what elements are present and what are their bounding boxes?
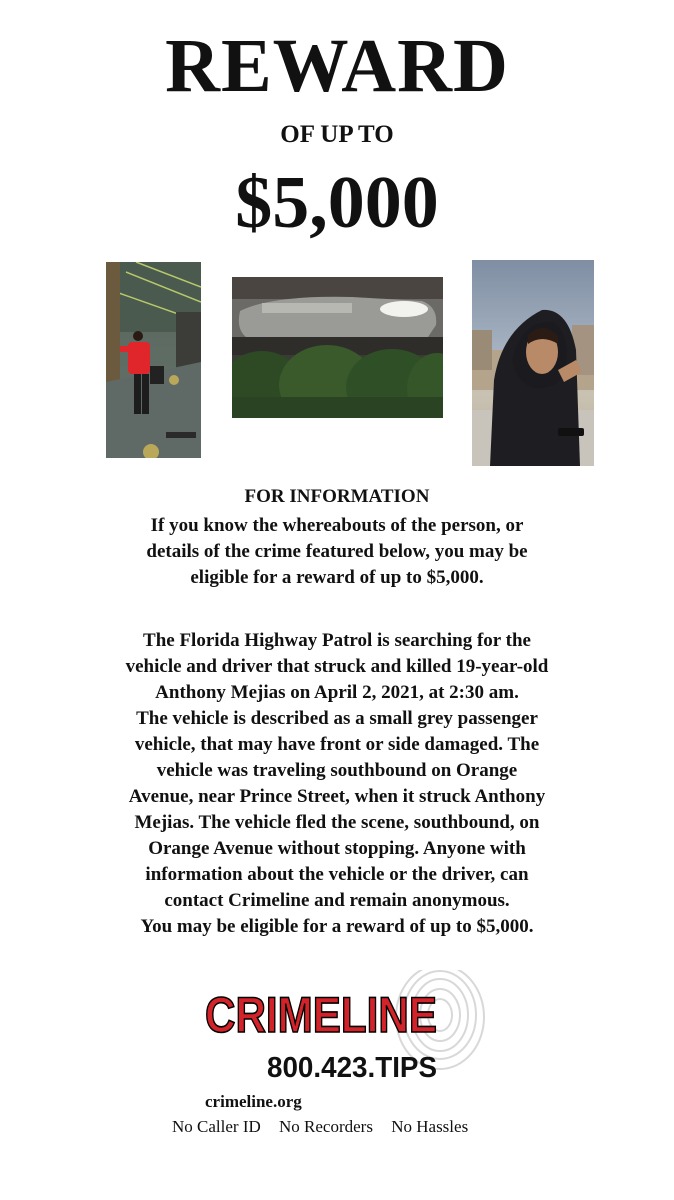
case-line: Avenue, near Prince Street, when it struck Anthony: [128, 786, 546, 807]
info-line: If you know the whereabouts of the person, or: [150, 515, 524, 536]
logo-phone: 800.423.TIPS: [267, 1052, 437, 1084]
case-line: You may be eligible for a reward of up to $5,000.: [140, 916, 534, 937]
case-line: vehicle and driver that struck and killed 19-year-old: [125, 656, 549, 677]
info-line: eligible for a reward of up to $5,000.: [190, 567, 484, 588]
poster-subtitle: OF UP TO: [280, 121, 394, 148]
case-line: contact Crimeline and remain anonymous.: [164, 890, 510, 911]
case-line: vehicle, that may have front or side damaged. The: [134, 734, 540, 755]
tagline: No Recorders: [279, 1117, 373, 1136]
victim-photo: [472, 260, 594, 466]
case-line: The Florida Highway Patrol is searching for the: [143, 630, 531, 651]
case-line: vehicle was traveling southbound on Orange: [156, 760, 518, 781]
logo-name: CRIMELINE: [205, 987, 437, 1043]
case-description: [0, 628, 674, 940]
crimeline-logo: [205, 970, 485, 1090]
vehicle-photo: [232, 277, 443, 418]
case-line: Orange Avenue without stopping. Anyone with: [148, 838, 526, 859]
case-line: The vehicle is described as a small grey passenger: [136, 708, 538, 729]
case-line: Mejias. The vehicle fled the scene, southbound, on: [134, 812, 540, 833]
tagline: No Hassles: [391, 1117, 469, 1136]
surveillance-photo: [106, 262, 201, 458]
reward-amount: $5,000: [235, 162, 439, 244]
taglines: [172, 1117, 482, 1137]
tagline: No Caller ID: [172, 1117, 261, 1136]
website-link[interactable]: crimeline.org: [205, 1092, 302, 1111]
info-text: [0, 513, 674, 591]
case-line: information about the vehicle or the driver, can: [145, 864, 529, 885]
poster-title: REWARD: [165, 24, 509, 108]
case-line: Anthony Mejias on April 2, 2021, at 2:30 am.: [155, 682, 519, 703]
info-line: details of the crime featured below, you may be: [146, 541, 528, 562]
info-heading: FOR INFORMATION: [244, 486, 430, 507]
